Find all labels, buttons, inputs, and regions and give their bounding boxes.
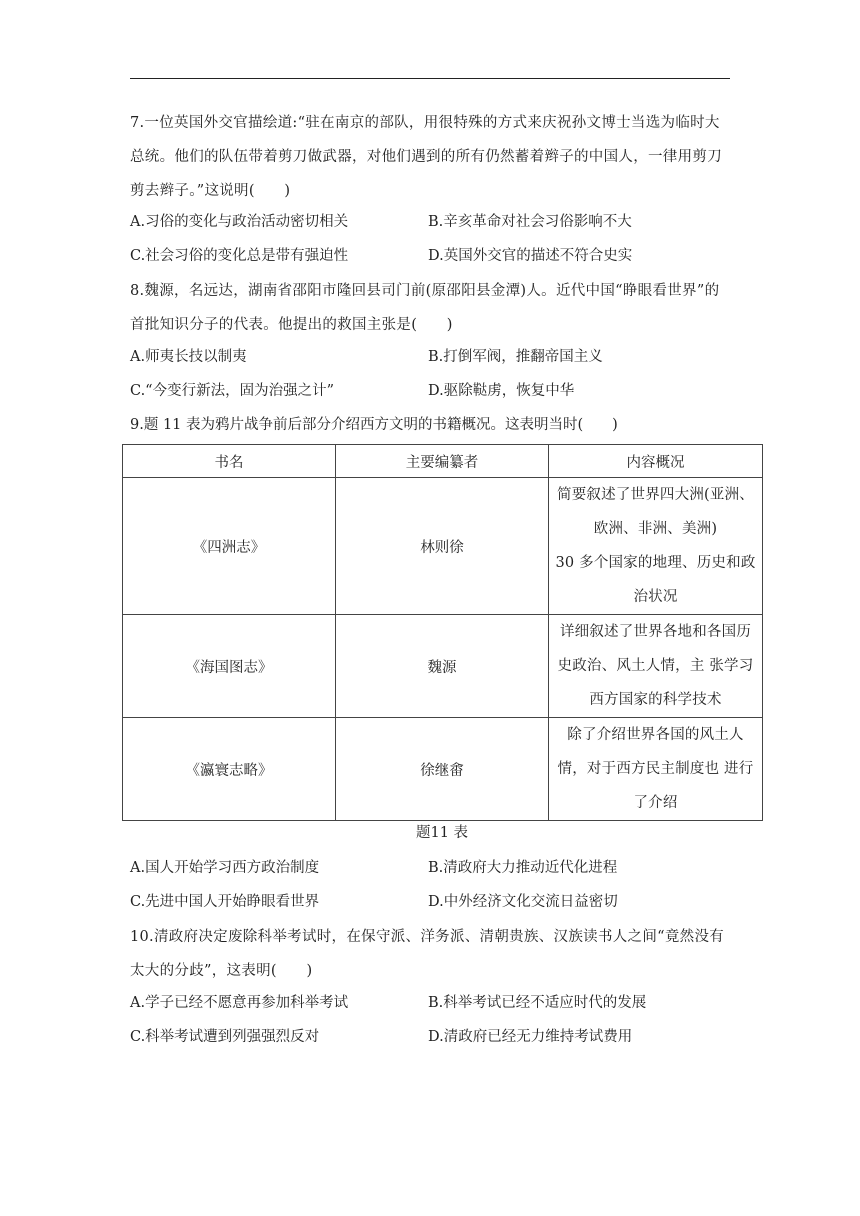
question-7-stem: 7.一位英国外交官描绘道:“驻在南京的部队，用很特殊的方式来庆祝孙文博士当选为临时大总统。他们的队伍带着剪刀做武器，对他们遇到的所有仍然蓄着辫子的中国人，一律用剪刀剪去辫子。”这说明( ) <box>130 115 722 199</box>
header-rule <box>130 78 730 79</box>
table-cell-book: 《瀛寰志略》 <box>123 718 336 821</box>
question-8-option-d: D.驱除鞑虏，恢复中华 <box>428 383 575 399</box>
table-cell-author: 魏源 <box>336 615 549 718</box>
table-cell-book: 《四洲志》 <box>123 478 336 615</box>
table-header-row <box>123 445 763 478</box>
table-row <box>123 615 763 718</box>
question-10-option-c: C.科举考试遭到列强强烈反对 <box>130 1029 320 1045</box>
content-line: 西方国家的科学技术 <box>589 692 722 708</box>
question-8-option-b: B.打倒军阀，推翻帝国主义 <box>428 349 603 365</box>
question-10-option-d: D.清政府已经无力维持考试费用 <box>428 1029 633 1045</box>
question-9-option-d: D.中外经济文化交流日益密切 <box>428 894 618 910</box>
question-8-stem: 8.魏源，名远达，湖南省邵阳市隆回县司门前(原邵阳县金潭)人。近代中国“睁眼看世界”的首批知识分子的代表。他提出的救国主张是( ) <box>130 283 720 333</box>
question-7-option-b: B.辛亥革命对社会习俗影响不大 <box>428 214 632 230</box>
question-9-option-b: B.清政府大力推动近代化进程 <box>428 860 618 876</box>
content-line: 欧洲、非洲、美洲) <box>593 521 718 537</box>
question-9-option-a: A.国人开始学习西方政治制度 <box>130 860 320 876</box>
table-header-book: 书名 <box>123 445 336 478</box>
table-cell-content <box>549 615 763 718</box>
content-line: 情，对于西方民主制度也 进行 <box>557 761 754 777</box>
question-7-option-d: D.英国外交官的描述不符合史实 <box>428 248 633 264</box>
content-line: 30 多个国家的地理、历史和政 <box>555 555 756 571</box>
table-header-content: 内容概况 <box>549 445 763 478</box>
table-row <box>123 718 763 821</box>
question-7-option-a: A.习俗的变化与政治活动密切相关 <box>130 214 349 230</box>
table-cell-content <box>549 718 763 821</box>
question-10-option-a: A.学子已经不愿意再参加科举考试 <box>130 995 349 1011</box>
question-7-option-c: C.社会习俗的变化总是带有强迫性 <box>130 248 349 264</box>
content-line: 详细叙述了世界各地和各国历 <box>559 624 752 640</box>
question-10-option-b: B.科举考试已经不适应时代的发展 <box>428 995 647 1011</box>
question-9-stem: 9.题 11 表为鸦片战争前后部分介绍西方文明的书籍概况。这表明当时( ) <box>130 417 618 433</box>
table-cell-content <box>549 478 763 615</box>
content-line: 除了介绍世界各国的风土人 <box>567 727 744 743</box>
table-cell-author: 徐继畬 <box>336 718 549 821</box>
question-8-option-c: C.“今变行新法，固为治强之计” <box>130 383 335 399</box>
content-line: 史政治、风土人情，主 张学习 <box>557 658 754 674</box>
books-table <box>122 444 763 821</box>
table-header-author: 主要编纂者 <box>336 445 549 478</box>
question-9-option-c: C.先进中国人开始睁眼看世界 <box>130 894 320 910</box>
table-row <box>123 478 763 615</box>
content-line: 简要叙述了世界四大洲(亚洲、 <box>557 487 754 503</box>
table-cell-book: 《海国图志》 <box>123 615 336 718</box>
question-8-option-a: A.师夷长技以制夷 <box>130 349 247 365</box>
table-caption: 题11 表 <box>415 825 469 841</box>
table-cell-author: 林则徐 <box>336 478 549 615</box>
content-line: 了介绍 <box>633 795 678 811</box>
question-10-stem: 10.清政府决定废除科举考试时，在保守派、洋务派、清朝贵族、汉族读书人之间“竟然没有太大的分歧”，这表明( ) <box>130 929 725 979</box>
content-line: 治状况 <box>633 589 678 605</box>
